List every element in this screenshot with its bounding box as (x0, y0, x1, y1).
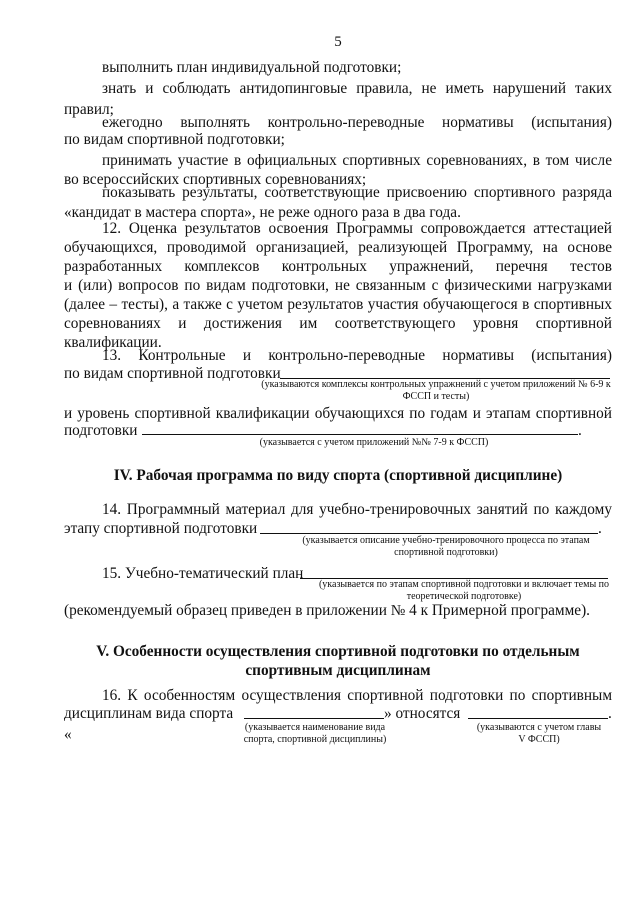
text-line: этапу спортивной подготовки (64, 520, 258, 537)
text-line: подготовки (64, 422, 138, 439)
fill-in-note: (указывается наименование вида спорта, спортивной дисциплины) (243, 722, 387, 745)
fill-in-note: (указывается по этапам спортивной подготовки и включает темы по теоретической подготовке) (318, 579, 610, 602)
text-line: ежегодно выполнять контрольно-переводные нормативы (испытания) (102, 114, 612, 131)
text-line: выполнить план индивидуальной подготовки; (102, 59, 402, 76)
fill-in-note: (указывается с учетом приложений №№ 7-9 к ФССП) (259, 437, 489, 448)
text-line: принимать участие в официальных спортивных соревнованиях, в том числе (102, 152, 612, 169)
text-line: 13. Контрольные и контрольно-переводные нормативы (испытания) (102, 347, 612, 364)
page-number: 5 (334, 34, 342, 50)
text-line: 12. Оценка результатов освоения Программы сопровождается аттестацией (102, 220, 612, 237)
fill-in-note: (указываются с учетом главы V ФССП) (476, 722, 602, 745)
section-heading: V. Особенности осуществления спортивной подготовки по отдельным (96, 643, 580, 660)
text-line: 15. Учебно-тематический план (102, 565, 304, 582)
text-line: (рекомендуемый образец приведен в приложении № 4 к Примерной программе). (64, 602, 590, 619)
text-line: по видам спортивной подготовки (64, 365, 281, 382)
text-line: и (или) вопросов по видам подготовки, не связанным с физическими нагрузками (64, 277, 612, 294)
text-line: знать и соблюдать антидопинговые правила, не иметь нарушений таких (102, 80, 612, 97)
section-heading: спортивным дисциплинам (245, 662, 431, 679)
text-line: . (598, 520, 602, 537)
text-line: «кандидат в мастера спорта», не реже одного раза в два года. (64, 204, 461, 221)
text-line: . (608, 705, 612, 722)
text-line: правил; (64, 101, 114, 118)
fill-in-note: (указываются комплексы контрольных упражнений с учетом приложений № 6-9 к ФССП и тесты) (261, 379, 611, 402)
text-line: разработанных комплексов контрольных упражнений, перечня тестов (64, 258, 612, 275)
section-heading: IV. Рабочая программа по виду спорта (спортивной дисциплине) (113, 467, 563, 484)
text-line: 16. К особенностям осуществления спортивной подготовки по спортивным (102, 687, 612, 704)
text-line: по видам спортивной подготовки; (64, 131, 285, 148)
text-line: . (578, 422, 582, 439)
text-line: дисциплинам вида спорта « (64, 705, 234, 743)
text-line: показывать результаты, соответствующие присвоению спортивного разряда (102, 184, 612, 201)
fill-in-note: (указывается описание учебно-тренировочного процесса по этапам спортивной подготовки) (302, 535, 590, 558)
fill-in-line (468, 718, 608, 719)
text-line: соревнованиях и достижения им соответствующего уровня спортивной (64, 315, 612, 332)
text-line: квалификации. (64, 334, 162, 351)
fill-in-line (260, 533, 598, 534)
text-line: 14. Программный материал для учебно-тренировочных занятий по каждому (102, 501, 612, 518)
text-line: (далее – тесты), а также с учетом результатов участия обучающегося в спортивных (64, 296, 612, 313)
text-line: и уровень спортивной квалификации обучающихся по годам и этапам спортивной (64, 405, 612, 422)
text-line: обучающихся, проводимой организацией, реализующей Программу, на основе (64, 239, 612, 256)
fill-in-line (142, 434, 578, 435)
fill-in-line (244, 718, 384, 719)
text-line: во всероссийских спортивных соревнованиях; (64, 171, 367, 188)
text-line: » относятся (384, 705, 461, 722)
